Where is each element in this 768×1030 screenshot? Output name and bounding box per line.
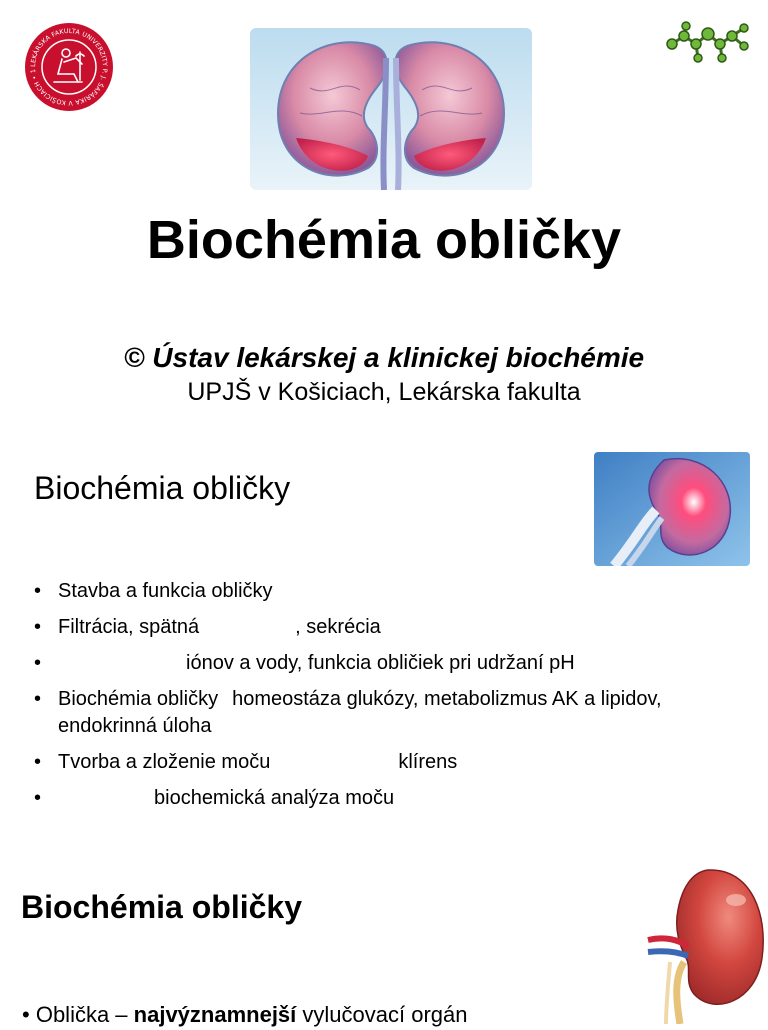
list-item-text: biochemická analýza moču bbox=[154, 787, 395, 809]
list-item-text: klírens bbox=[398, 751, 458, 773]
university-seal-icon bbox=[24, 22, 114, 112]
list-item: • iónov a vody, funkcia obličiek pri udržaní pH bbox=[34, 652, 575, 674]
bullet-emphasis: najvýznamnejší bbox=[133, 1002, 297, 1027]
institute-name: © Ústav lekárskej a klinickej biochémie bbox=[123, 342, 645, 373]
seal-text: LEKÁRSKA FAKULTA UNIVERZITY P. J. ŠAFÁRIKA V KOŠICIACH • 1 bbox=[29, 27, 109, 107]
kidney-cross-section-image bbox=[594, 452, 750, 566]
kidney-anatomy-image bbox=[644, 866, 768, 1024]
kidney-pair-image bbox=[250, 28, 532, 190]
list-item-text: , sekrécia bbox=[295, 616, 381, 638]
list-item-text: Filtrácia, spätná bbox=[58, 616, 200, 638]
list-item-text: Biochémia obličky bbox=[58, 688, 219, 710]
slide3-title: Biochémia obličky bbox=[21, 889, 302, 925]
list-item: • Stavba a funkcia obličky bbox=[34, 580, 273, 602]
list-item-text: Stavba a funkcia obličky bbox=[58, 580, 273, 602]
molecule-icon bbox=[664, 18, 752, 70]
list-item: • Tvorba a zloženie moču klírens bbox=[34, 751, 458, 773]
list-item: • Filtrácia, spätná , sekrécia bbox=[34, 616, 381, 638]
slide2-title: Biochémia obličky bbox=[34, 470, 291, 506]
slide1-title: Biochémia obličky bbox=[146, 210, 622, 270]
list-item: • Biochémia obličky homeostáza glukózy, metabolizmus AK a lipidov, endokrinná úloha bbox=[34, 688, 662, 737]
list-item-text: Tvorba a zloženie moču bbox=[58, 751, 271, 773]
list-item-text: iónov a vody, funkcia obličiek pri udržaní pH bbox=[186, 652, 575, 674]
bullet-prefix: Oblička – bbox=[35, 1002, 134, 1027]
list-item-text: homeostáza glukózy, metabolizmus AK a lipidov, endokrinná úloha bbox=[58, 688, 662, 737]
bullet-dot: • bbox=[22, 1002, 36, 1027]
list-item: • biochemická analýza moču bbox=[34, 787, 395, 809]
bullet-rest: vylučovací orgán bbox=[296, 1002, 468, 1027]
slide3-list-item bbox=[22, 1000, 468, 1030]
faculty-name: UPJŠ v Košiciach, Lekárska fakulta bbox=[187, 378, 581, 406]
topic-list bbox=[34, 578, 734, 821]
